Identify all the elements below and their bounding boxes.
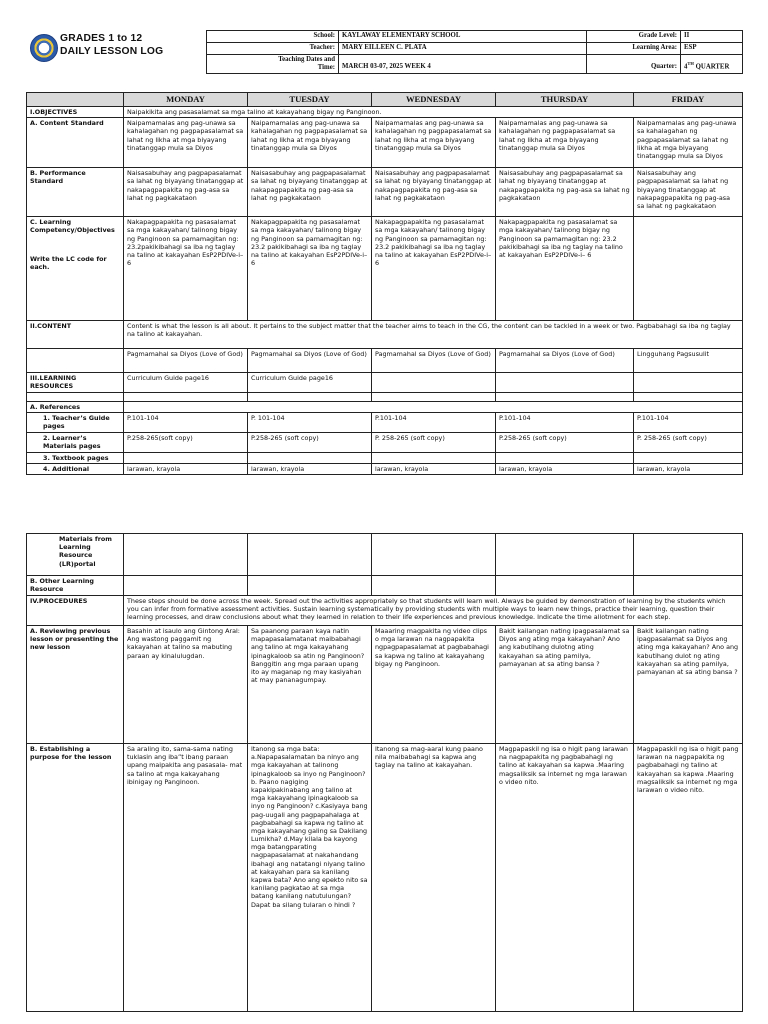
deped-seal-icon <box>30 34 58 62</box>
content-standard-cell: Naipamamalas ang pag-unawa sa kahalagahan ng pagpapasalamat sa lahat ng likha at mga biyayang tinatanggap mula sa Diyos <box>496 118 634 168</box>
day-header-row <box>27 93 743 107</box>
content-topic: Pagmamahal sa Diyos (Love of God) <box>372 349 496 373</box>
grade-label: Grade Level: <box>587 31 681 43</box>
additional-cell: larawan, krayola <box>496 463 634 474</box>
learners-materials-cell: P.258-265(soft copy) <box>124 432 248 452</box>
title-grades: GRADES 1 to 12 <box>60 33 143 44</box>
content-topic: Pagmamahal sa Diyos (Love of God) <box>124 349 248 373</box>
references-blank <box>124 401 743 412</box>
performance-standard-cell: Naisasabuhay ang pagpapasalamat sa lahat ng biyayang tinatanggap at nakapagpapakita ng pag-asa sa lahat ng pagkakataon <box>496 168 634 217</box>
content-topic: Pagmamahal sa Diyos (Love of God) <box>248 349 372 373</box>
area-label: Learning Area: <box>587 43 681 55</box>
review-cell: Basahin at isaulo ang Gintong Aral: Ang wastong paggamit ng kakayahan at talino sa mabuting paraan ay kinalulugdan. <box>124 626 248 744</box>
objectives-label: I.OBJECTIVES <box>27 107 124 118</box>
purpose-cell: Magpapaskil ng isa o higit pang larawan na nagpapakita ng pagbabahagi ng talino at kakayahan sa kapwa .Maaring magsaliksik sa internet ng mga larawan o video nito. <box>496 744 634 1012</box>
lr-portal-cell <box>124 534 248 576</box>
other-resources-cell <box>248 576 372 596</box>
day-thursday: THURSDAY <box>496 93 634 107</box>
day-tuesday: TUESDAY <box>248 93 372 107</box>
performance-standard-cell: Naisasabuhay ang pagpapasalamat sa lahat ng biyayang tinatanggap at nakapagpapakita ng pag-asa sa lahat ng pagkakataon <box>634 168 743 217</box>
lc-code-label: Write the LC code for each. <box>30 254 107 271</box>
teachers-guide-cell: P. 101-104 <box>248 412 372 432</box>
grade-value: II <box>681 31 743 43</box>
textbook-cell <box>372 452 496 463</box>
title-daily-lesson-log: DAILY LESSON LOG <box>60 46 164 57</box>
additional-label: 4. Additional <box>27 463 124 474</box>
competency-cell: Nakapagpapakita ng pasasalamat sa mga kakayahan/ talinong bigay ng Panginoon sa pamamagitan ng: 23.2 pakikibahagi sa iba ng taglay na talino at kakayahan EsP2PDIVe-i– 6 <box>496 217 634 321</box>
teachers-guide-cell: P.101-104 <box>634 412 743 432</box>
day-wednesday: WEDNESDAY <box>372 93 496 107</box>
purpose-label: B. Establishing a purpose for the lesson <box>27 744 124 1012</box>
purpose-cell: Magpapaskil ng isa o higit pang larawan na nagpapakita ng pagbabahagi ng talino at kakayahan sa kapwa .Maaring magsaliksik sa internet ng mga larawan o video nito. <box>634 744 743 1012</box>
review-cell: Maaaring magpakita ng video clips o mga larawan na nagpapakita ngpagpapasalamat at pagbabahagi sa kapwa ng talino at kakayahang bigay ng Panginoon. <box>372 626 496 744</box>
resources-cell: Curriculum Guide page16 <box>248 373 372 392</box>
review-cell: Bakit kailangan nating ipagpasalamat sa Diyos ang ating mga kakayahan? Ano ang kabutihang dulot ng ating kakayahan sa ating pamilya, pamayanan at sa ating bansa ? <box>634 626 743 744</box>
lr-portal-cell <box>372 534 496 576</box>
dates-label <box>207 55 339 74</box>
content-standard-cell: Naipamamalas ang pag-unawa sa kahalagahan ng pagpapasalamat sa lahat ng likha at mga biyayang tinatanggap mula sa Diyos <box>372 118 496 168</box>
day-monday: MONDAY <box>124 93 248 107</box>
teachers-guide-cell: P.101-104 <box>124 412 248 432</box>
lr-portal-cell <box>248 534 372 576</box>
lesson-table-page2 <box>26 533 742 1012</box>
teachers-guide-cell: P.101-104 <box>372 412 496 432</box>
textbook-cell <box>248 452 372 463</box>
lesson-table-page1 <box>26 92 742 475</box>
header-info-table <box>206 30 743 74</box>
other-resources-cell <box>496 576 634 596</box>
blank-cell <box>248 392 372 401</box>
other-resources-cell <box>124 576 248 596</box>
performance-standard-cell: Naisasabuhay ang pagpapasalamat sa lahat ng biyayang tinatanggap at nakapagpapakita ng pag-asa sa lahat ng pagkakataon <box>124 168 248 217</box>
dates-label-line2: Time: <box>317 63 335 71</box>
dates-value: MARCH 03-07, 2025 WEEK 4 <box>339 55 587 74</box>
purpose-cell: Itanong sa mga bata: a.Napapasalamatan ba ninyo ang mga kakayahan at talinong ipinagkaloob sa inyo ng Panginoon? b. Paano nagiging kapakipakinabang ang talino at mga kakayahang ipinagkaloob sa inyo ng Panginoon? c.Kasiyaya bang pag-uugali ang pagpapahalaga at pagbabahagi sa kapwa ng talino at mga kakayahang galing sa Dakilang Lumikha? d.May kilala ba kayong mga batangparating nagpapasalamat at nakahandang ibahagi ang natatangi niyang talino at kakayahan para sa kanilang kapwa bata? Ano ang epekto nito sa kanilang pagkatao at sa mga batang kanilang natutulungan? Dapat ba silang tularan o hindi ? <box>248 744 372 1012</box>
blank-cell <box>124 392 248 401</box>
dates-label-line1: Teaching Dates and <box>278 56 335 63</box>
competency-label-cell <box>27 217 124 321</box>
content-topic: Lingguhang Pagsusulit <box>634 349 743 373</box>
review-cell: Sa paanong paraan kaya natin mapapasalamatanat maibabahagi ang talino at mga kakayahang ipinagkaloob sa atin ng Panginoon? Banggitin ang mga paraan upang ito ay maganap ng may kasiyahan at may pananagumpay. <box>248 626 372 744</box>
content-text: Content is what the lesson is all about. It pertains to the subject matter that the teacher aims to teach in the CG, the content can be tackled in a week or two. Pagbabahagi sa iba ng taglay na talino at kakayahan. <box>124 321 743 349</box>
textbook-cell <box>124 452 248 463</box>
quarter-word: QUARTER <box>693 62 730 70</box>
learners-materials-cell: P.258-265 (soft copy) <box>496 432 634 452</box>
content-label: II.CONTENT <box>27 321 124 349</box>
lesson-log-header <box>26 30 742 78</box>
resources-cell <box>634 373 743 392</box>
competency-cell <box>634 217 743 321</box>
performance-standard-cell: Naisasabuhay ang pagpapasalamat sa lahat ng biyayang tinatanggap at nakapagpapakita ng pag-asa sa lahat ng pagkakataon <box>372 168 496 217</box>
quarter-suffix: TH <box>687 60 694 66</box>
other-resources-cell <box>634 576 743 596</box>
references-label: A. References <box>27 401 124 412</box>
teacher-value: MARY EILLEEN C. PLATA <box>339 43 587 55</box>
performance-standard-label: B. Performance Standard <box>27 168 124 217</box>
competency-cell: Nakapagpapakita ng pasasalamat sa mga kakayahan/ talinong bigay ng Panginoon sa pamamagitan ng: 23.2 pakikibahagi sa iba ng taglay na talino at kakayahan EsP2PDIVe-i– 6 <box>248 217 372 321</box>
content-standard-cell: Naipamamalas ang pag-unawa sa kahalagahan ng pagpapasalamat sa lahat ng likha at mga biyayang tinatanggap mula sa Diyos <box>248 118 372 168</box>
additional-cell: larawan, krayola <box>634 463 743 474</box>
review-label: A. Reviewing previous lesson or presenting the new lesson <box>27 626 124 744</box>
procedures-label: IV.PROCEDURES <box>27 596 124 626</box>
lr-portal-cell <box>496 534 634 576</box>
additional-cell: larawan, krayola <box>124 463 248 474</box>
blank-row-label <box>27 392 124 401</box>
content-standard-cell: Naipamamalas ang pag-unawa sa kahalagahan ng pagpapasalamat sa lahat ng likha at mga biyayang tinatanggap mula sa Diyos <box>124 118 248 168</box>
quarter-label: Quarter: <box>587 55 681 74</box>
blank-cell <box>634 392 743 401</box>
other-resources-label: B. Other Learning Resource <box>27 576 124 596</box>
learners-materials-cell: P. 258-265 (soft copy) <box>372 432 496 452</box>
teachers-guide-cell: P.101-104 <box>496 412 634 432</box>
lr-portal-label: Materials from Learning Resource (LR)portal <box>27 534 124 576</box>
learners-materials-cell: P. 258-265 (soft copy) <box>634 432 743 452</box>
purpose-cell: Itanong sa mag-aaral kung paano nila maibabahagi sa kapwa ang taglay na talino at kakayahan. <box>372 744 496 1012</box>
learners-materials-label: 2. Learner’s Materials pages <box>27 432 124 452</box>
learners-materials-cell: P.258-265 (soft copy) <box>248 432 372 452</box>
resources-label: III.LEARNING RESOURCES <box>27 373 124 392</box>
school-label: School: <box>207 31 339 43</box>
teachers-guide-label: 1. Teacher’s Guide pages <box>27 412 124 432</box>
resources-cell: Curriculum Guide page16 <box>124 373 248 392</box>
review-cell: Bakit kailangan nating ipagpasalamat sa Diyos ang ating mga kakayahan? Ano ang kabutihang dulotng ating kakayahan sa ating pamilya, pamayanan at sa ating bansa ? <box>496 626 634 744</box>
objectives-text: Naipakikita ang pasasalamat sa mga talino at kakayahang bigay ng Panginoon. <box>124 107 743 118</box>
content-standard-cell: Naipamamalas ang pag-unawa sa kahalagahan ng pagpapasalamat sa lahat ng likha at mga biyayang tinatanggap mula sa Diyos <box>634 118 743 168</box>
performance-standard-cell: Naisasabuhay ang pagpapasalamat sa lahat ng biyayang tinatanggap at nakapagpapakita ng pag-asa sa lahat ng pagkakataon <box>248 168 372 217</box>
lr-portal-cell <box>634 534 743 576</box>
purpose-cell: Sa araling ito, sama-sama nating tuklasin ang iba”t ibang paraan upang maipakita ang pasasala- mat sa talino at mga kakayahang ibinigay ng Panginoon. <box>124 744 248 1012</box>
other-resources-cell <box>372 576 496 596</box>
procedures-text: These steps should be done across the week. Spread out the activities appropriately so that students will learn well. Always be guided by demonstration of learning by the students which you can infer from formative assessment activities. Sustain learning systematically by providing students with multiple ways to learn new things, practice their learning, question their learning processes, and draw conclusions about what they learned in relation to their life experiences and previous knowledge. Indicate the time allotment for each step. <box>124 596 743 626</box>
title-block <box>26 30 206 78</box>
textbook-label: 3. Textbook pages <box>27 452 124 463</box>
resources-cell <box>496 373 634 392</box>
teacher-label: Teacher: <box>207 43 339 55</box>
blank-cell <box>496 392 634 401</box>
blank-cell <box>372 392 496 401</box>
competency-cell: Nakapagpapakita ng pasasalamat sa mga kakayahan/ talinong bigay ng Panginoon sa pamamagitan ng: 23.2 pakikibahagi sa iba ng taglay na talino at kakayahan EsP2PDIVe-i– 6 <box>372 217 496 321</box>
textbook-cell <box>634 452 743 463</box>
school-value: KAYLAWAY ELEMENTARY SCHOOL <box>339 31 587 43</box>
additional-cell: larawan, krayola <box>248 463 372 474</box>
quarter-value <box>681 55 743 74</box>
quarter-number: 4 <box>684 62 688 70</box>
day-header-blank <box>27 93 124 107</box>
area-value: ESP <box>681 43 743 55</box>
content-topic-blank <box>27 349 124 373</box>
content-topic: Pagmamahal sa Diyos (Love of God) <box>496 349 634 373</box>
content-standard-label: A. Content Standard <box>27 118 124 168</box>
competency-label: C. Learning Competency/Objectives <box>30 218 115 235</box>
day-friday: FRIDAY <box>634 93 743 107</box>
textbook-cell <box>496 452 634 463</box>
competency-cell: Nakapagpapakita ng pasasalamat sa mga kakayahan/ talinong bigay ng Panginoon sa pamamagitan ng: 23.2pakikibahagi sa iba ng taglay na talino at kakayahan EsP2PDIVe-i– 6 <box>124 217 248 321</box>
additional-cell: larawan, krayola <box>372 463 496 474</box>
resources-cell <box>372 373 496 392</box>
